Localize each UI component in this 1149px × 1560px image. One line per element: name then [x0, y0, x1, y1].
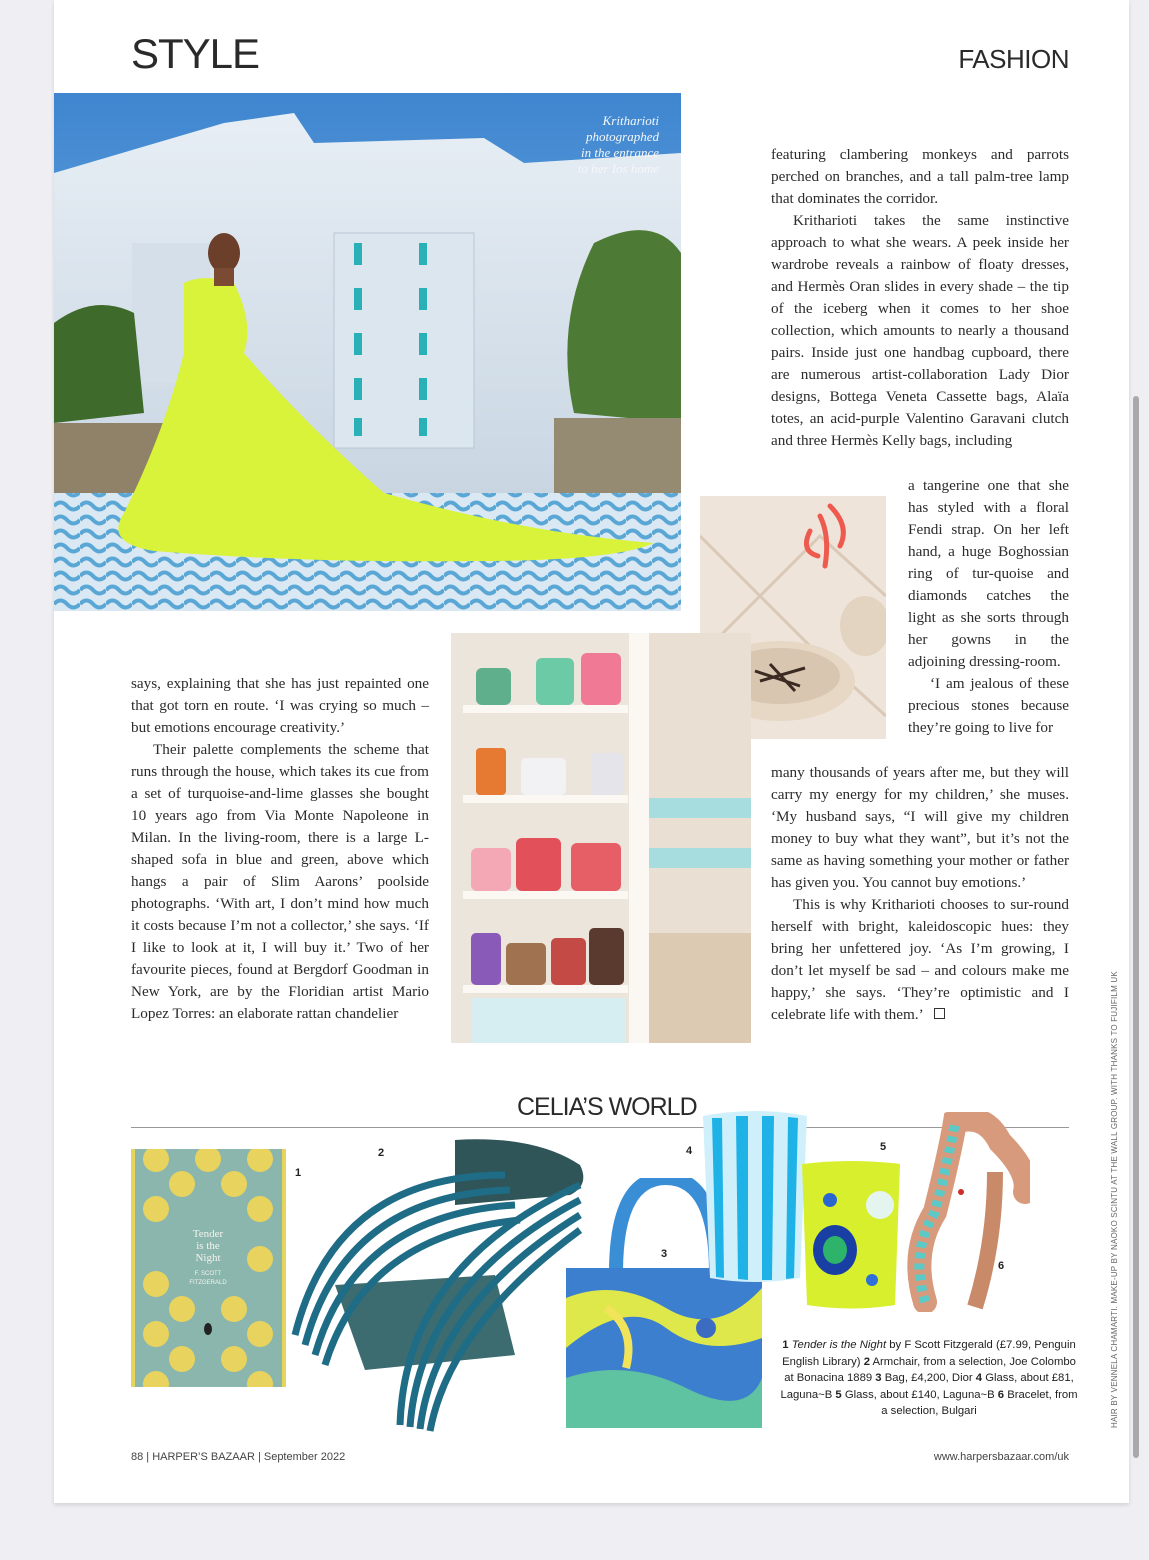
credit-number: 3 [875, 1372, 882, 1384]
credit-text: Glass, about £140, Laguna~B [841, 1388, 998, 1401]
item-number: 3 [661, 1248, 668, 1260]
credit-number: 5 [835, 1388, 842, 1401]
scrollbar[interactable] [1133, 396, 1139, 1458]
photo-credit-text: HAIR BY VENNELA CHAMARTI. MAKE-UP BY NAOKO SCINTU AT THE WALL GROUP. WITH THANKS TO FUJIFILM UK [1110, 971, 1119, 1428]
product-bracelet [905, 1112, 1030, 1312]
striped-glass-illustration [700, 1108, 810, 1283]
credit-number: 4 [975, 1372, 983, 1384]
book-title-line: is the [196, 1240, 220, 1252]
credit-number: 1 [782, 1339, 789, 1351]
book-author-line: F. SCOTT [194, 1271, 222, 1277]
website-link[interactable]: www.harpersbazaar.com/uk [933, 1451, 1069, 1463]
product-book [131, 1149, 286, 1387]
book-title-line: Tender [192, 1228, 224, 1240]
photo-credit-vertical [1110, 968, 1122, 1428]
paragraph: ‘I am jealous of these precious stones because they’re going to live for [908, 675, 1069, 736]
article-column-right-narrow [908, 475, 1069, 739]
item-number: 6 [998, 1260, 1005, 1272]
caption-line: Kritharioti [602, 113, 659, 128]
section-title: STYLE [131, 30, 260, 77]
paragraph: featuring clambering monkeys and parrots perched on branches, and a tall palm-tree lamp that dominates the corridor. [771, 146, 1069, 207]
snake-bracelet-illustration [905, 1112, 1030, 1312]
paragraph-text: This is why Kritharioti chooses to sur-round herself with bright, kaleidoscopic hues: they bring her unfettered joy. ‘As I’m growing, I don’t let myself be sad – and colours make me happy,’ she says. ‘They’re optimistic and I celebrate life with them.’ [771, 896, 1069, 1023]
article-column-right-top [771, 144, 1069, 452]
article-column-right-bottom [771, 762, 1069, 1026]
item-number: 4 [686, 1145, 693, 1157]
celias-world-title: CELIA’S WORLD [517, 1093, 697, 1121]
product-lime-glass [800, 1160, 902, 1310]
handbag-shelves-photo [451, 633, 751, 1043]
book-title-line: Night [195, 1252, 221, 1264]
credit-text: Glass, about £81, Laguna~B [780, 1372, 1074, 1401]
photo-caption [549, 113, 659, 177]
paragraph: Kritharioti takes the same instinctive approach to what she wears. A peek inside her wardrobe reveals a rainbow of floaty dresses, and Hermès Oran slides in every shade – the tip of the iceberg when it comes to her shoe collection, which amounts to nearly a thousand pairs. Inside just one handbag cupboard, there are numerous artist-collaboration Lady Dior designs, Bottega Veneta Cassette bags, Alaïa totes, an acid-purple Valentino Garavani clutch and three Hermès Kelly bags, including [771, 212, 1069, 449]
paragraph: says, explaining that she has just repainted one that got torn en route. ‘I was crying so much – but emotions encourage creativity.’ [131, 675, 429, 736]
hero-photo [54, 93, 681, 611]
handbag-shelves-illustration [451, 633, 751, 1043]
credit-text: Armchair, from a selection, Joe Colombo at Bonacina 1889 [784, 1355, 1076, 1384]
paragraph [771, 894, 1069, 1026]
armchair-illustration [275, 1135, 590, 1435]
paragraph: a tangerine one that she has styled with a floral Fendi strap. On her left hand, a huge Boghossian ring of tur-quoise and diamonds catches the light as she sorts through her gowns in the adjoining dressing-room. [908, 477, 1069, 670]
credit-number: 6 [997, 1388, 1005, 1401]
penguin-logo-icon [204, 1323, 212, 1335]
item-number: 5 [880, 1141, 887, 1153]
section-subtitle: FASHION [958, 44, 1069, 74]
book-cover-illustration [131, 1149, 286, 1387]
credit-text: Bag, £4,200, Dior [881, 1372, 976, 1384]
product-striped-glass [700, 1108, 810, 1283]
paragraph: Their palette complements the scheme that runs through the house, which takes its cue from a set of turquoise-and-lime glasses she bought 10 years ago from Via Monte Napoleone in Milan. In the living-room, there is a large L-shaped sofa in blue and green, above which hangs a pair of Slim Aarons’ poolside photographs. ‘With art, I don’t mind how much it costs because I’m not a collector,’ she says. ‘If I like to look at it, I will buy it.’ Two of her favourite pieces, found at Bergdorf Goodman in New York, are by the Floridian artist Mario Lopez Torres: an elaborate rattan chandelier [131, 741, 429, 1022]
item-number: 1 [295, 1167, 302, 1179]
article-column-left [131, 673, 429, 1025]
product-armchair [275, 1135, 590, 1435]
credit-title: Tender is the Night [791, 1339, 887, 1351]
book-author-line: FITZGERALD [189, 1280, 227, 1286]
page-folio: 88 | HARPER’S BAZAAR | September 2022 [131, 1451, 346, 1463]
credit-number: 2 [863, 1355, 870, 1368]
credit-text: by F Scott Fitzgerald (£7.99, Penguin English Library) [782, 1339, 1076, 1368]
caption-line: to her Ios home [577, 161, 659, 176]
paragraph: many thousands of years after me, but they will carry my energy for my children,’ she muses. ‘My husband says, “I will give my children money to buy what they want”, but it’s not the same as having something your mother or father has given you. You cannot buy emotions.’ [771, 764, 1069, 891]
product-credits [779, 1337, 1079, 1420]
caption-line: photographed [586, 129, 659, 144]
credit-text: Bracelet, from a selection, Bulgari [881, 1388, 1078, 1417]
item-number: 2 [378, 1147, 385, 1159]
end-of-article-icon [934, 1008, 945, 1019]
caption-line: in the entrance [581, 145, 659, 160]
lime-glass-illustration [800, 1160, 902, 1310]
model-head [208, 233, 240, 273]
